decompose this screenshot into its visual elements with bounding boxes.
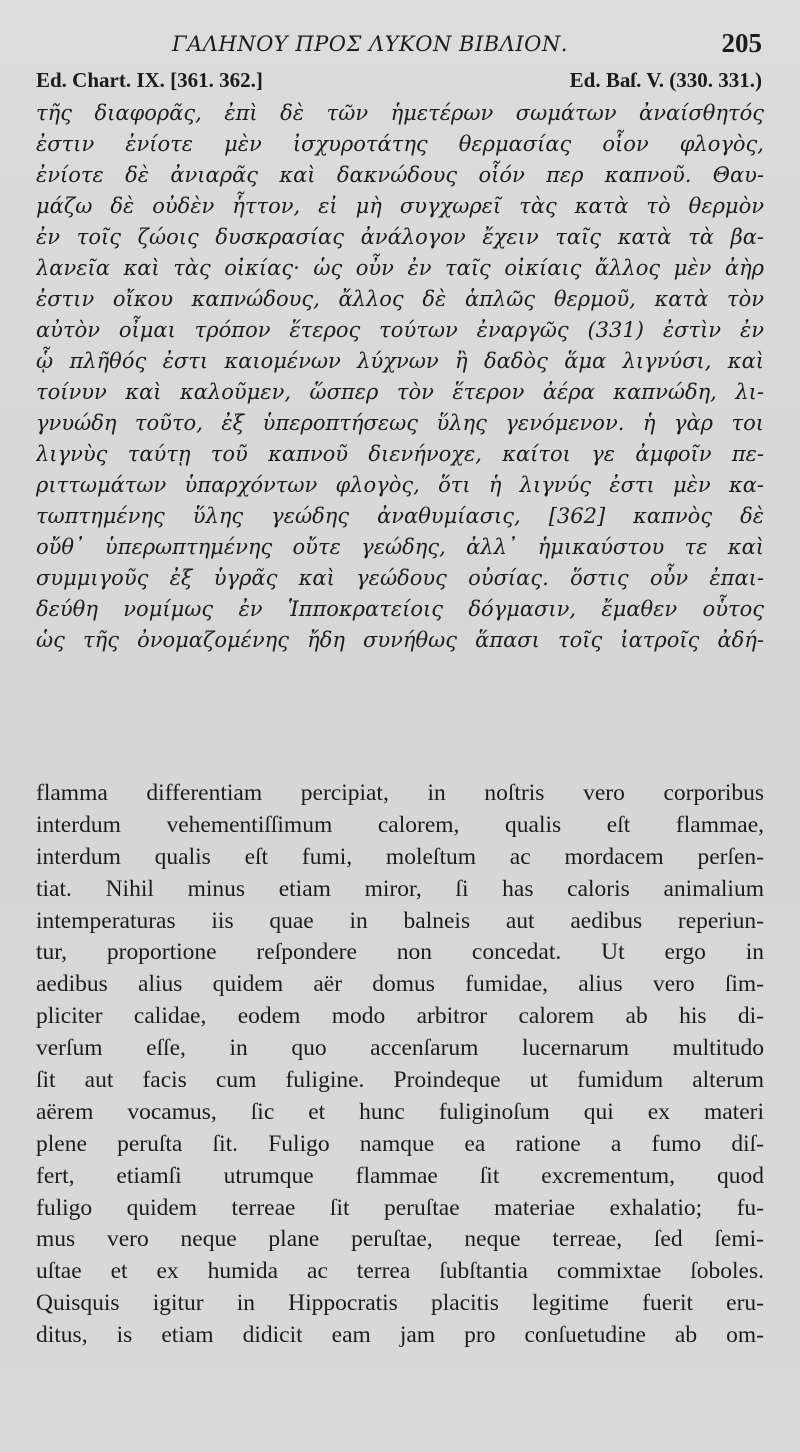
running-title: ΓΑΛΗΝΟΥ ΠΡΟΣ ΛΥΚΟΝ ΒΙΒΛΙΟΝ. <box>172 32 568 56</box>
greek-line: τωπτημένης ὕλης γεώδης ἀναθυμίασις, [362] καπνὸς δὲ <box>36 504 764 528</box>
latin-line: interdum vehementiſſimum calorem, qualis eſt flammae, <box>36 811 764 838</box>
latin-line: ditus, is etiam didicit eam jam pro conſuetudine ab om- <box>36 1322 764 1349</box>
latin-line: tur, proportione reſpondere non concedat. Ut ergo in <box>36 939 764 966</box>
latin-line: fuligo quidem terreae ſit peruſtae materiae exhalatio; fu- <box>36 1194 764 1221</box>
latin-line: tiat. Nihil minus etiam miror, ſi has caloris animalium <box>36 875 764 902</box>
greek-line: λιγνὺς ταύτῃ τοῦ καπνοῦ διενήνοχε, καίτοι γε ἀμφοῖν πε- <box>36 442 764 466</box>
greek-line: μάζω δὲ οὐδὲν ἧττον, εἰ μὴ συγχωρεῖ τὰς κατὰ τὸ θερμὸν <box>36 194 764 218</box>
greek-line: ἐν τοῖς ζώοις δυσκρασίας ἀνάλογον ἔχειν ταῖς κατὰ τὰ βα- <box>36 225 764 249</box>
latin-line: pliciter calidae, eodem modo arbitror calorem ab his di- <box>36 1003 764 1030</box>
page-number: 205 <box>721 28 762 58</box>
latin-line: aedibus alius quidem aër domus fumidae, alius vero ſim- <box>36 971 764 998</box>
latin-line: verſum eſſe, in quo accenſarum lucernarum multitudo <box>36 1035 764 1062</box>
greek-line: ἐστιν οἴκου καπνώδους, ἄλλος δὲ ἁπλῶς θερμοῦ, κατὰ τὸν <box>36 287 764 311</box>
latin-line: aërem vocamus, ſic et hunc fuliginoſum qui ex materi <box>36 1098 764 1125</box>
latin-line: interdum qualis eſt fumi, moleſtum ac mordacem perſen- <box>36 843 764 870</box>
greek-line: ἐνίοτε δὲ ἀνιαρᾶς καὶ δακνώδους οἷόν περ καπνοῦ. Θαυ- <box>36 163 764 187</box>
greek-line: τοίνυν καὶ καλοῦμεν, ὥσπερ τὸν ἕτερον ἀέρα καπνώδη, λι- <box>36 380 764 404</box>
latin-line: fert, etiamſi utrumque flammae ſit excrementum, quod <box>36 1162 764 1189</box>
greek-line: ριττωμάτων ὑπαρχόντων φλογὸς, ὅτι ἡ λιγνύς ἐστι μὲν κα- <box>36 473 764 497</box>
latin-line: mus vero neque plane peruſtae, neque terreae, ſed ſemi- <box>36 1226 764 1253</box>
greek-line: ὡς τῆς ὀνομαζομένης ἤδη συνήθως ἅπασι τοῖς ἰατροῖς ἀδή- <box>36 628 764 652</box>
running-head <box>36 26 762 66</box>
latin-line: uſtae et ex humida ac terrea ſubſtantia commixtae ſoboles. <box>36 1258 764 1285</box>
edition-chartier-reference: Ed. Chart. IX. [361. 362.] <box>36 68 263 92</box>
greek-line: τῆς διαφορᾶς, ἐπὶ δὲ τῶν ἡμετέρων σωμάτων ἀναίσθητός <box>36 101 764 125</box>
greek-text-block <box>36 98 764 656</box>
latin-line: plene peruſta ſit. Fuligo namque ea ratione a fumo diſ- <box>36 1130 764 1157</box>
greek-line: αὐτὸν οἶμαι τρόπον ἕτερος τούτων ἐναργῶς (331) ἐστὶν ἐν <box>36 318 764 342</box>
greek-line: οὔθ᾽ ὑπερωπτημένης οὔτε γεώδης, ἀλλ᾽ ἡμικαύστου τε καὶ <box>36 535 764 559</box>
greek-line: συμμιγοῦς ἐξ ὑγρᾶς καὶ γεώδους οὐσίας. ὅστις οὖν ἐπαι- <box>36 566 764 590</box>
edition-basel-reference: Ed. Baſ. V. (330. 331.) <box>569 68 762 92</box>
greek-line: λανεῖα καὶ τὰς οἰκίας· ὡς οὖν ἐν ταῖς οἰκίαις ἄλλος μὲν ἀὴρ <box>36 256 764 280</box>
latin-line: flamma differentiam percipiat, in noſtris vero corporibus <box>36 780 764 806</box>
latin-text-block <box>36 778 764 1352</box>
latin-line: intemperaturas iis quae in balneis aut aedibus reperiun- <box>36 907 764 934</box>
greek-line: γνυώδη τοῦτο, ἐξ ὑπεροπτήσεως ὕλης γενόμενον. ἡ γὰρ τοι <box>36 411 764 435</box>
latin-line: Quisquis igitur in Hippocratis placitis legitime fuerit eru- <box>36 1290 764 1317</box>
latin-line: ſit aut facis cum fuligine. Proindeque ut fumidum alterum <box>36 1067 764 1094</box>
greek-line: ἐστιν ἐνίοτε μὲν ἰσχυροτάτης θερμασίας οἷον φλογὸς, <box>36 132 764 156</box>
edition-references <box>36 68 762 98</box>
greek-line: δεύθη νομίμως ἐν Ἱπποκρατείοις δόγμασιν, ἔμαθεν οὗτος <box>36 597 764 621</box>
greek-line: ᾧ πλῆθός ἐστι καιομένων λύχνων ἢ δαδὸς ἅμα λιγνύσι, καὶ <box>36 349 764 373</box>
